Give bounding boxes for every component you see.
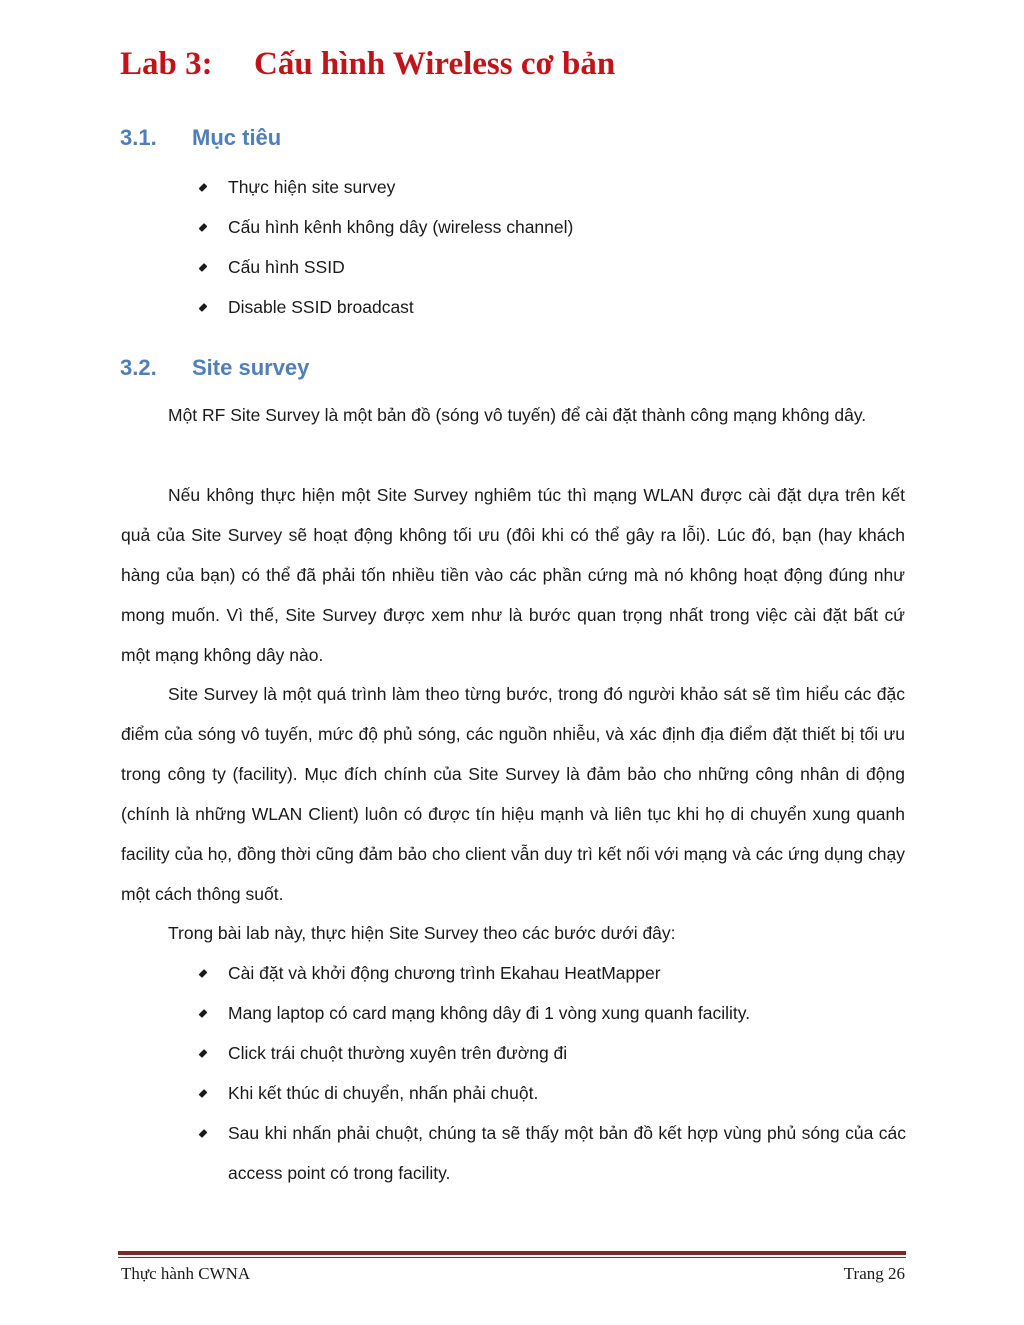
section-title: Mục tiêu — [192, 125, 282, 150]
footer-divider-thin — [118, 1257, 906, 1258]
lab-title — [120, 46, 615, 83]
bullet-icon — [199, 303, 208, 312]
paragraph: Site Survey là một quá trình làm theo từng bước, trong đó người khảo sát sẽ tìm hiểu các đặc điểm của sóng vô tuyến, mức độ phủ sóng, các nguồn nhiễu, và xác định địa điểm đặt thiết bị tối ưu trong công ty (facility). Mục đích chính của Site Survey là đảm bảo cho những công nhân di động (chính là những WLAN Client) luôn có được tín hiệu mạnh và liên tục khi họ di chuyển xung quanh facility của họ, đồng thời cũng đảm bảo cho client vẫn duy trì kết nối với mạng và các ứng dụng chạy một cách thông suốt. — [121, 684, 905, 904]
list-item: Mang laptop có card mạng không dây đi 1 vòng xung quanh facility. — [196, 993, 906, 1033]
bullet-icon — [199, 1129, 208, 1138]
section-heading-objectives — [120, 125, 281, 151]
section-heading-site-survey — [120, 355, 309, 381]
list-item: Sau khi nhấn phải chuột, chúng ta sẽ thấy một bản đồ kết hợp vùng phủ sóng của các access point có trong facility. — [196, 1113, 906, 1193]
section-number: 3.2. — [120, 355, 157, 380]
list-item: Khi kết thúc di chuyển, nhấn phải chuột. — [196, 1073, 906, 1113]
footer-page-number: Trang 26 — [843, 1264, 905, 1283]
lab-number: Lab 3: — [120, 46, 213, 82]
bullet-icon — [199, 1009, 208, 1018]
paragraph: Một RF Site Survey là một bản đồ (sóng vô tuyến) để cài đặt thành công mạng không dây. — [168, 405, 867, 425]
section-number: 3.1. — [120, 125, 157, 150]
lab-title-text: Cấu hình Wireless cơ bản — [254, 46, 616, 82]
list-item: Cấu hình kênh không dây (wireless channel) — [196, 207, 906, 247]
bullet-icon — [199, 183, 208, 192]
objectives-list — [196, 167, 906, 327]
section-title: Site survey — [192, 355, 310, 380]
list-item: Click trái chuột thường xuyên trên đường đi — [196, 1033, 906, 1073]
list-item: Disable SSID broadcast — [196, 287, 906, 327]
footer-divider — [118, 1251, 906, 1255]
footer-course-name: Thực hành CWNA — [121, 1264, 251, 1283]
paragraph: Trong bài lab này, thực hiện Site Survey theo các bước dưới đây: — [168, 923, 676, 943]
bullet-icon — [199, 969, 208, 978]
list-item: Thực hiện site survey — [196, 167, 906, 207]
bullet-icon — [199, 1089, 208, 1098]
bullet-icon — [199, 223, 208, 232]
steps-list — [196, 953, 906, 1193]
bullet-icon — [199, 263, 208, 272]
list-item: Cài đặt và khởi động chương trình Ekahau HeatMapper — [196, 953, 906, 993]
paragraph: Nếu không thực hiện một Site Survey nghiêm túc thì mạng WLAN được cài đặt dựa trên kết quả của Site Survey sẽ hoạt động không tối ưu (đôi khi có thể gây ra lỗi). Lúc đó, bạn (hay khách hàng của bạn) có thể đã phải tốn nhiều tiền vào các phần cứng mà nó không hoạt động đúng như mong muốn. Vì thế, Site Survey được xem như là bước quan trọng nhất trong việc cài đặt bất cứ một mạng không dây nào. — [121, 485, 905, 665]
bullet-icon — [199, 1049, 208, 1058]
list-item: Cấu hình SSID — [196, 247, 906, 287]
